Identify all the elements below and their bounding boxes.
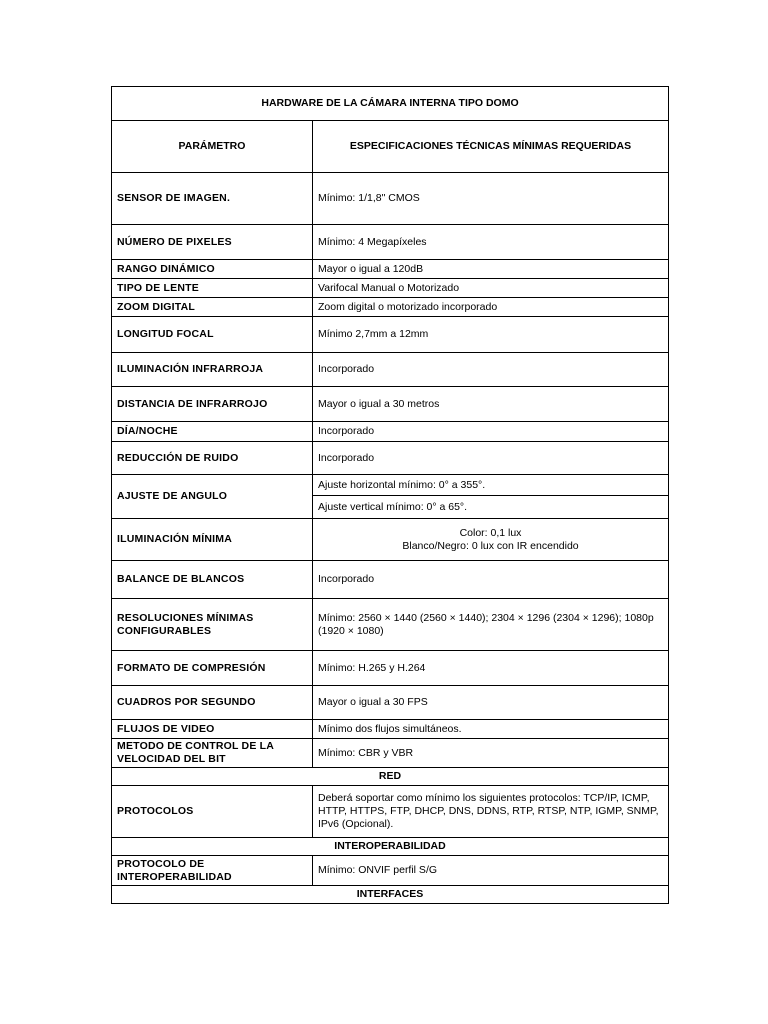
param-cell: SENSOR DE IMAGEN. <box>112 173 313 225</box>
value-cell: Ajuste vertical mínimo: 0° a 65°. <box>313 496 669 519</box>
table-row <box>112 422 669 442</box>
section-heading: INTEROPERABILIDAD <box>112 838 669 856</box>
param-cell: PROTOCOLOS <box>112 786 313 838</box>
value-cell: Mayor o igual a 120dB <box>313 260 669 279</box>
value-cell: Incorporado <box>313 561 669 599</box>
table-row <box>112 353 669 387</box>
spec-table <box>111 86 669 904</box>
param-line: METODO DE CONTROL DE LA <box>117 740 275 752</box>
table-row <box>112 599 669 651</box>
param-cell: DISTANCIA DE INFRARROJO <box>112 387 313 422</box>
header-param: PARÁMETRO <box>112 121 313 173</box>
param-cell: FORMATO DE COMPRESIÓN <box>112 651 313 686</box>
table-row <box>112 225 669 260</box>
table-row <box>112 686 669 720</box>
param-line: RESOLUCIONES MÍNIMAS <box>117 611 254 624</box>
param-cell: CUADROS POR SEGUNDO <box>112 686 313 720</box>
value-cell: Mínimo: ONVIF perfil S/G <box>313 856 669 886</box>
param-cell: REDUCCIÓN DE RUIDO <box>112 442 313 475</box>
table-title: HARDWARE DE LA CÁMARA INTERNA TIPO DOMO <box>112 87 669 121</box>
table-row <box>112 519 669 561</box>
table-row <box>112 561 669 599</box>
section-heading: RED <box>112 768 669 786</box>
table-row <box>112 279 669 298</box>
value-cell: Mínimo: 2560 × 1440 (2560 × 1440); 2304 × 1296 (2304 × 1296); 1080p (1920 × 1080) <box>313 599 669 651</box>
param-line: CONFIGURABLES <box>117 624 212 637</box>
value-line: Color: 0,1 lux <box>459 526 522 539</box>
value-line: Blanco/Negro: 0 lux con IR encendido <box>402 539 579 552</box>
value-cell: Mínimo: H.265 y H.264 <box>313 651 669 686</box>
table-row <box>112 442 669 475</box>
param-cell: AJUSTE DE ANGULO <box>112 475 313 519</box>
value-cell: Ajuste horizontal mínimo: 0° a 355°. <box>313 475 669 496</box>
value-cell: Mayor o igual a 30 FPS <box>313 686 669 720</box>
value-cell: Zoom digital o motorizado incorporado <box>313 298 669 317</box>
param-cell: FLUJOS DE VIDEO <box>112 720 313 739</box>
param-cell: BALANCE DE BLANCOS <box>112 561 313 599</box>
value-cell: Incorporado <box>313 353 669 387</box>
value-cell: Mínimo: 1/1,8" CMOS <box>313 173 669 225</box>
header-spec: ESPECIFICACIONES TÉCNICAS MÍNIMAS REQUERIDAS <box>313 121 669 173</box>
param-cell: ILUMINACIÓN INFRARROJA <box>112 353 313 387</box>
param-line: INTEROPERABILIDAD <box>117 870 232 883</box>
param-cell: LONGITUD FOCAL <box>112 317 313 353</box>
param-cell: DÍA/NOCHE <box>112 422 313 442</box>
table-row <box>112 856 669 886</box>
value-cell: Incorporado <box>313 422 669 442</box>
table-row <box>112 739 669 768</box>
table-row <box>112 387 669 422</box>
section-heading: INTERFACES <box>112 886 669 904</box>
value-cell: Mínimo: 4 Megapíxeles <box>313 225 669 260</box>
table-row <box>112 651 669 686</box>
value-cell: Deberá soportar como mínimo los siguientes protocolos: TCP/IP, ICMP, HTTP, HTTPS, FTP, DHCP, DNS, DDNS, RTP, RTSP, NTP, IGMP, SNMP, IPv6 (Opcional). <box>313 786 669 838</box>
value-cell: Mayor o igual a 30 metros <box>313 387 669 422</box>
param-cell: TIPO DE LENTE <box>112 279 313 298</box>
table-row <box>112 720 669 739</box>
value-cell: Mínimo: CBR y VBR <box>313 739 669 768</box>
table-row <box>112 173 669 225</box>
value-cell: Mínimo 2,7mm a 12mm <box>313 317 669 353</box>
table-row <box>112 786 669 838</box>
param-line: VELOCIDAD DEL BIT <box>117 753 226 765</box>
param-cell: ILUMINACIÓN MÍNIMA <box>112 519 313 561</box>
table-row <box>112 475 669 496</box>
param-cell: NÚMERO DE PIXELES <box>112 225 313 260</box>
param-cell: RANGO DINÁMICO <box>112 260 313 279</box>
value-cell: Mínimo dos flujos simultáneos. <box>313 720 669 739</box>
param-line: PROTOCOLO DE <box>117 857 205 870</box>
table-row <box>112 317 669 353</box>
param-cell: ZOOM DIGITAL <box>112 298 313 317</box>
value-cell: Incorporado <box>313 442 669 475</box>
table-row <box>112 260 669 279</box>
param-cell <box>112 599 313 651</box>
table-row <box>112 298 669 317</box>
param-cell <box>112 739 313 768</box>
param-cell <box>112 856 313 886</box>
value-cell <box>313 519 669 561</box>
value-cell: Varifocal Manual o Motorizado <box>313 279 669 298</box>
